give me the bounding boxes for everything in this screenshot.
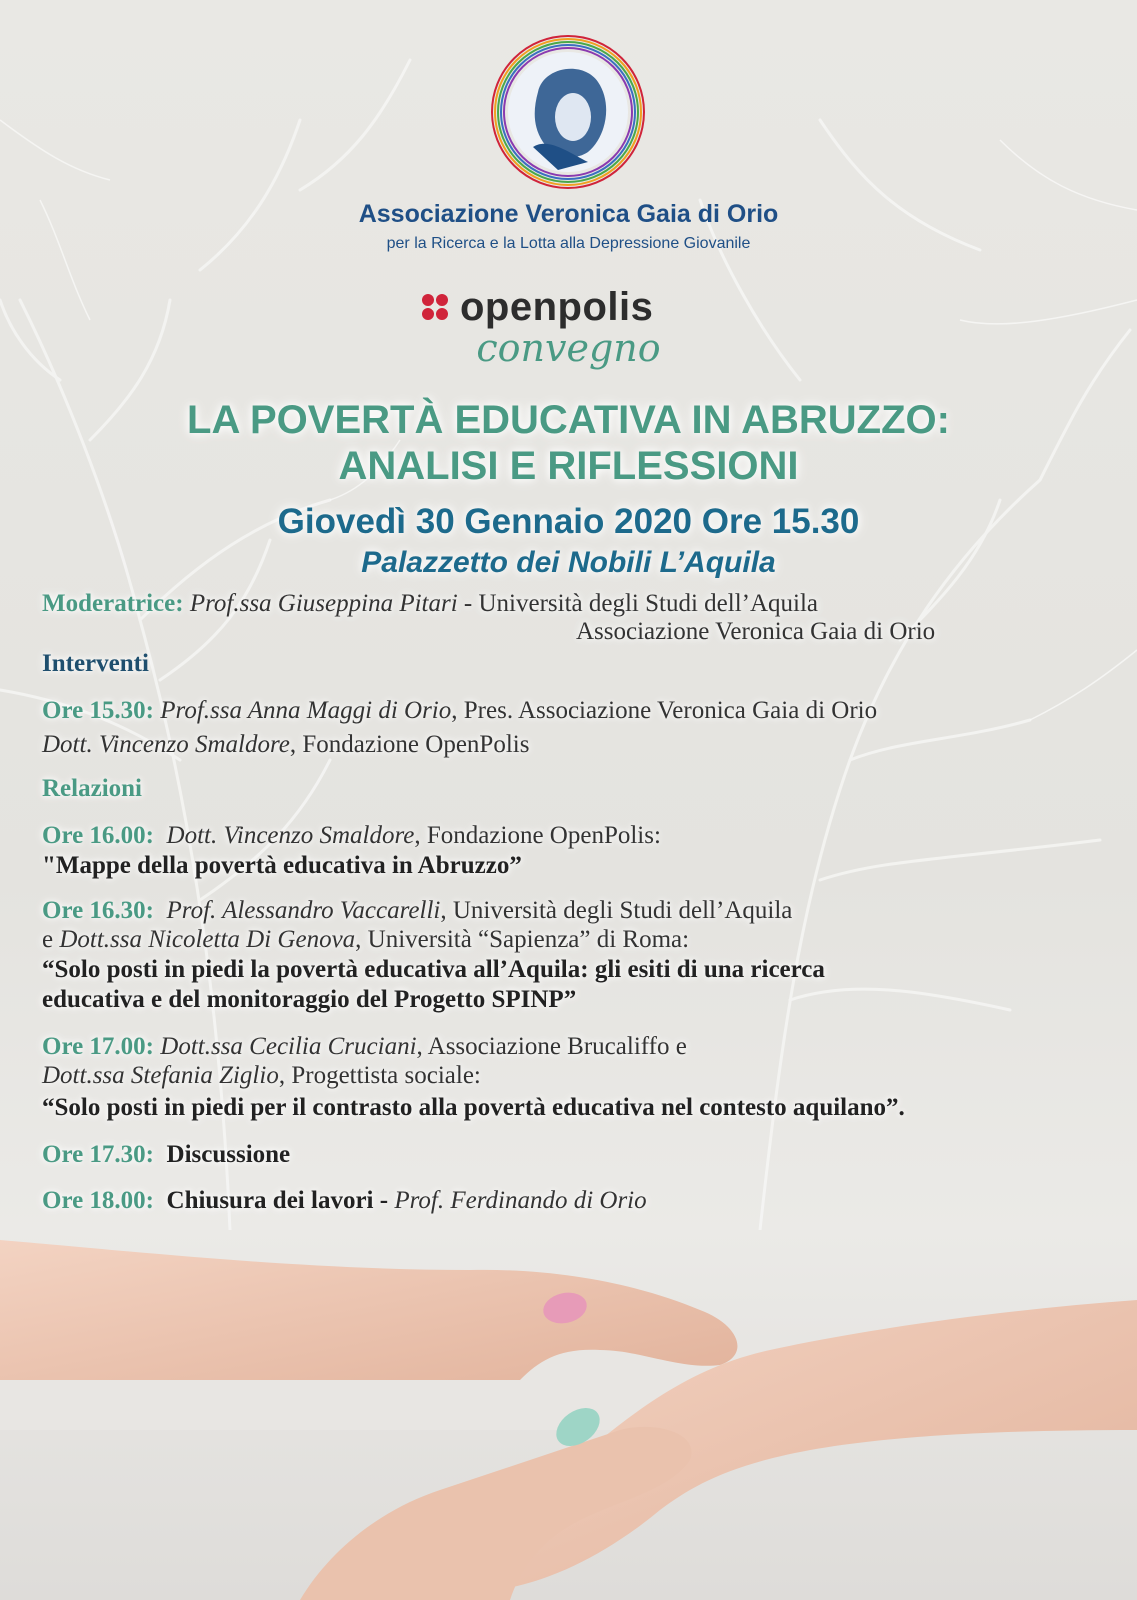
speaker-cruciani-role: , Associazione Brucaliffo e — [416, 1033, 687, 1060]
program-item-1700-b — [42, 1062, 481, 1090]
time-1600: Ore 16.00: — [42, 822, 155, 849]
time-1800: Ore 18.00: — [42, 1187, 155, 1214]
organization-subtitle: per la Ricerca e la Lotta alla Depressione Giovanile — [386, 235, 751, 252]
time-1630-label: Ore 16.30: — [42, 897, 155, 924]
event-date: Giovedì 30 Gennaio 2020 Ore 15.30 — [277, 502, 860, 541]
speaker-vaccarelli: Prof. Alessandro Vaccarelli — [166, 897, 441, 924]
openpolis-logo — [420, 282, 653, 332]
time-1730: Ore 17.30: — [42, 1141, 155, 1168]
conjunction: e — [42, 926, 60, 953]
program-item-1530 — [42, 697, 877, 725]
speaker-di-genova: Dott.ssa Nicoletta Di Genova — [59, 926, 356, 953]
speaker-ziglio-role: , Progettista sociale: — [278, 1062, 481, 1089]
talk-title-1630-line-1: “Solo posti in piedi la povertà educativa all’Aquila: gli esiti di una ricerca — [42, 956, 825, 983]
event-type: convegno — [476, 326, 661, 370]
speaker-smaldore: Dott. Vincenzo Smaldore — [42, 731, 290, 758]
openpolis-icon — [420, 292, 450, 322]
section-interventi: Interventi — [42, 650, 149, 677]
talk-title-1630-line-2: educativa e del monitoraggio del Progetto SPINP” — [42, 986, 577, 1013]
event-title — [0, 397, 1137, 489]
section-relazioni: Relazioni — [42, 775, 142, 802]
speaker-di-genova-role: , Università “Sapienza” di Roma: — [355, 926, 690, 953]
time-1530: Ore 15.30: — [42, 697, 155, 724]
program-item-1800 — [42, 1187, 647, 1215]
association-logo — [488, 32, 648, 192]
speaker-ferdinando-di-orio: Prof. Ferdinando di Orio — [394, 1187, 647, 1214]
organization-name: Associazione Veronica Gaia di Orio — [358, 200, 779, 228]
speaker-smaldore-2-role: , Fondazione OpenPolis: — [414, 822, 661, 849]
speaker-smaldore-role: , Fondazione OpenPolis — [289, 731, 530, 758]
speaker-anna-maggi: Prof.ssa Anna Maggi di Orio — [160, 697, 452, 724]
speaker-anna-maggi-role: , Pres. Associazione Veronica Gaia di Orio — [451, 697, 878, 724]
event-title-line-1: LA POVERTÀ EDUCATIVA IN ABRUZZO: — [187, 398, 950, 442]
moderator-line — [42, 590, 818, 618]
event-venue: Palazzetto dei Nobili L’Aquila — [361, 546, 776, 579]
program-item-1730 — [42, 1141, 290, 1169]
speaker-smaldore-2: Dott. Vincenzo Smaldore — [166, 822, 415, 849]
moderator-affiliation-2: Associazione Veronica Gaia di Orio — [576, 618, 936, 645]
time-1700: Ore 17.00: — [42, 1033, 155, 1060]
logo-portrait-icon — [488, 32, 648, 192]
event-title-line-2: ANALISI E RIFLESSIONI — [338, 444, 799, 488]
program-item-1600 — [42, 822, 661, 850]
speaker-ziglio: Dott.ssa Stefania Ziglio — [42, 1062, 279, 1089]
speaker-vaccarelli-role: , Università degli Studi dell’Aquila — [440, 897, 793, 924]
program-item-1530-b — [42, 731, 529, 759]
closing-label: Chiusura dei lavori - — [166, 1187, 395, 1214]
speaker-cruciani: Dott.ssa Cecilia Cruciani — [160, 1033, 417, 1060]
program-item-1630-line — [42, 897, 792, 925]
program-item-1700 — [42, 1033, 687, 1061]
program-item-1630-b — [42, 926, 689, 954]
discussion-label: Discussione — [166, 1141, 291, 1168]
openpolis-wordmark: openpolis — [460, 284, 654, 329]
moderator-name: Prof.ssa Giuseppina Pitari — [189, 590, 458, 617]
moderator-affiliation-1: - Università degli Studi dell’Aquila — [457, 590, 819, 617]
moderator-label: Moderatrice: — [42, 590, 184, 617]
talk-title-1700: “Solo posti in piedi per il contrasto alla povertà educativa nel contesto aquilano”. — [42, 1094, 905, 1121]
talk-title-1600: "Mappe della povertà educativa in Abruzzo” — [42, 852, 522, 879]
